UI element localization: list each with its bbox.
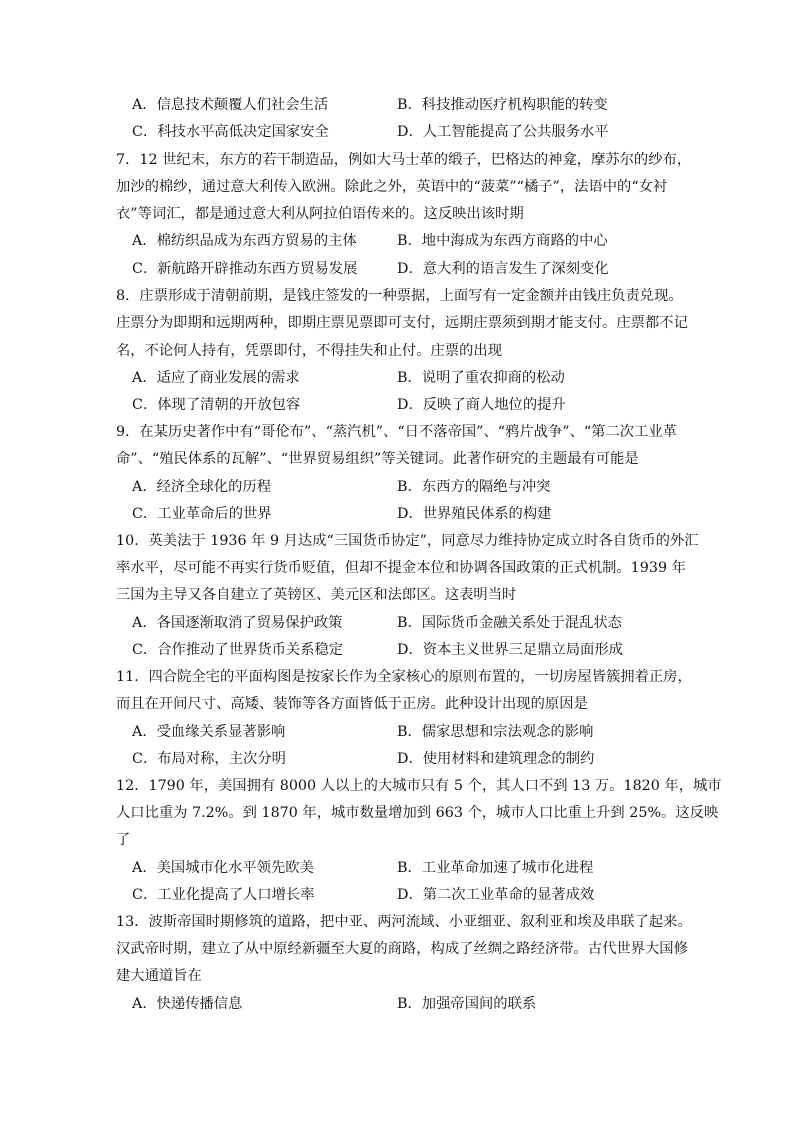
q12-option-a: A．美国城市化水平领先欧美 <box>132 860 314 876</box>
q6-option-b: B．科技推动医疗机构职能的转变 <box>397 97 608 113</box>
q7-option-d: D．意大利的语言发生了深刻变化 <box>397 261 609 277</box>
q8-stem-line-3: 名，不论何人持有，凭票即付，不得挂失和止付。庄票的出现 <box>116 343 503 359</box>
q7-option-c: C．新航路开辟推动东西方贸易发展 <box>132 261 358 277</box>
q11-stem-line-2: 而且在开间尺寸、高矮、装饰等各方面皆低于正房。此种设计出现的原因是 <box>116 696 588 712</box>
q8-option-c: C．体现了清朝的开放包容 <box>132 397 301 413</box>
q9-stem-line-2: 命”、“殖民体系的瓦解”、“世界贸易组织”等关键词。此著作研究的主题最有可能是 <box>116 451 639 467</box>
q12-stem-line-1: 12．1790 年，美国拥有 8000 人以上的大城市只有 5 个，其人口不到 13 万。1820 年，城市 <box>116 778 722 794</box>
q10-stem-line-2: 率水平，尽可能不再实行货币贬值，但却不提金本位和协调各国政策的正式机制。1939 年 <box>116 560 686 576</box>
q7-option-a: A．棉纺织品成为东西方贸易的主体 <box>132 233 357 249</box>
q7-stem-line-2: 加沙的棉纱，通过意大利传入欧洲。除此之外，英语中的“菠菜”“橘子”，法语中的“女衬 <box>116 179 668 195</box>
q12-option-b: B．工业革命加速了城市化进程 <box>397 860 594 876</box>
q8-stem-line-1: 8．庄票形成于清朝前期，是钱庄签发的一种票据，上面写有一定金额并由钱庄负责兑现。 <box>116 288 683 304</box>
q12-option-d: D．第二次工业革命的显著成效 <box>397 887 595 903</box>
q10-option-c: C．合作推动了世界货币关系稳定 <box>132 642 344 658</box>
q10-option-d: D．资本主义世界三足鼎立局面形成 <box>397 642 623 658</box>
q13-stem-line-3: 建大通道旨在 <box>116 968 202 984</box>
q11-option-d: D．使用材料和建筑理念的制约 <box>397 751 595 767</box>
q6-option-c: C．科技水平高低决定国家安全 <box>132 124 329 140</box>
q13-stem-line-2: 汉武帝时期，建立了从中原经新疆至大夏的商路，构成了丝绸之路经济带。古代世界大国修 <box>116 941 688 957</box>
q7-stem-line-1: 7．12 世纪末，东方的若干制造品，例如大马士革的缎子，巴格达的神龛，摩苏尔的纱布， <box>116 152 692 168</box>
q12-option-c: C．工业化提高了人口增长率 <box>132 887 315 903</box>
q9-option-a: A．经济全球化的历程 <box>132 479 271 495</box>
q8-stem-line-2: 庄票分为即期和远期两种，即期庄票见票即可支付，远期庄票须到期才能支付。庄票都不记 <box>116 315 688 331</box>
q11-option-c: C．布局对称，主次分明 <box>132 751 286 767</box>
q8-option-b: B．说明了重农抑商的松动 <box>397 370 565 386</box>
q9-option-b: B．东西方的隔绝与冲突 <box>397 479 551 495</box>
q8-option-a: A．适应了商业发展的需求 <box>132 370 300 386</box>
q11-option-a: A．受血缘关系显著影响 <box>132 724 286 740</box>
q12-stem-line-2: 人口比重为 7.2%。到 1870 年，城市数量增加到 663 个，城市人口比重上升到 25%。这反映 <box>116 805 719 821</box>
q13-option-b: B．加强帝国间的联系 <box>397 996 537 1012</box>
q9-option-c: C．工业革命后的世界 <box>132 506 272 522</box>
q11-option-b: B．儒家思想和宗法观念的影响 <box>397 724 594 740</box>
q13-option-a: A．快递传播信息 <box>132 996 243 1012</box>
q10-option-b: B．国际货币金融关系处于混乱状态 <box>397 615 622 631</box>
q6-option-d: D．人工智能提高了公共服务水平 <box>397 124 609 140</box>
q13-stem-line-1: 13．波斯帝国时期修筑的道路，把中亚、两河流域、小亚细亚、叙利亚和埃及串联了起来。 <box>116 914 692 930</box>
q8-option-d: D．反映了商人地位的提升 <box>397 397 566 413</box>
q7-option-b: B．地中海成为东西方商路的中心 <box>397 233 608 249</box>
q10-option-a: A．各国逐渐取消了贸易保护政策 <box>132 615 343 631</box>
q10-stem-line-3: 三国为主导又各自建立了英镑区、美元区和法郎区。这表明当时 <box>116 587 517 603</box>
q11-stem-line-1: 11．四合院全宅的平面构图是按家长作为全家核心的原则布置的，一切房屋皆簇拥着正房， <box>116 669 692 685</box>
q12-stem-line-3: 了 <box>116 832 131 848</box>
q9-stem-line-1: 9．在某历史著作中有“哥伦布”、“蒸汽机”、“日不落帝国”、“鸦片战争”、“第二次工业革 <box>116 424 677 440</box>
q7-stem-line-3: 衣”等词汇，都是通过意大利从阿拉伯语传来的。这反映出该时期 <box>116 206 524 222</box>
q6-option-a: A．信息技术颠覆人们社会生活 <box>132 97 329 113</box>
q9-option-d: D．世界殖民体系的构建 <box>397 506 552 522</box>
q10-stem-line-1: 10．英美法于 1936 年 9 月达成“三国货币协定”，同意尽力维持协定成立时各自货币的外汇 <box>116 533 699 549</box>
